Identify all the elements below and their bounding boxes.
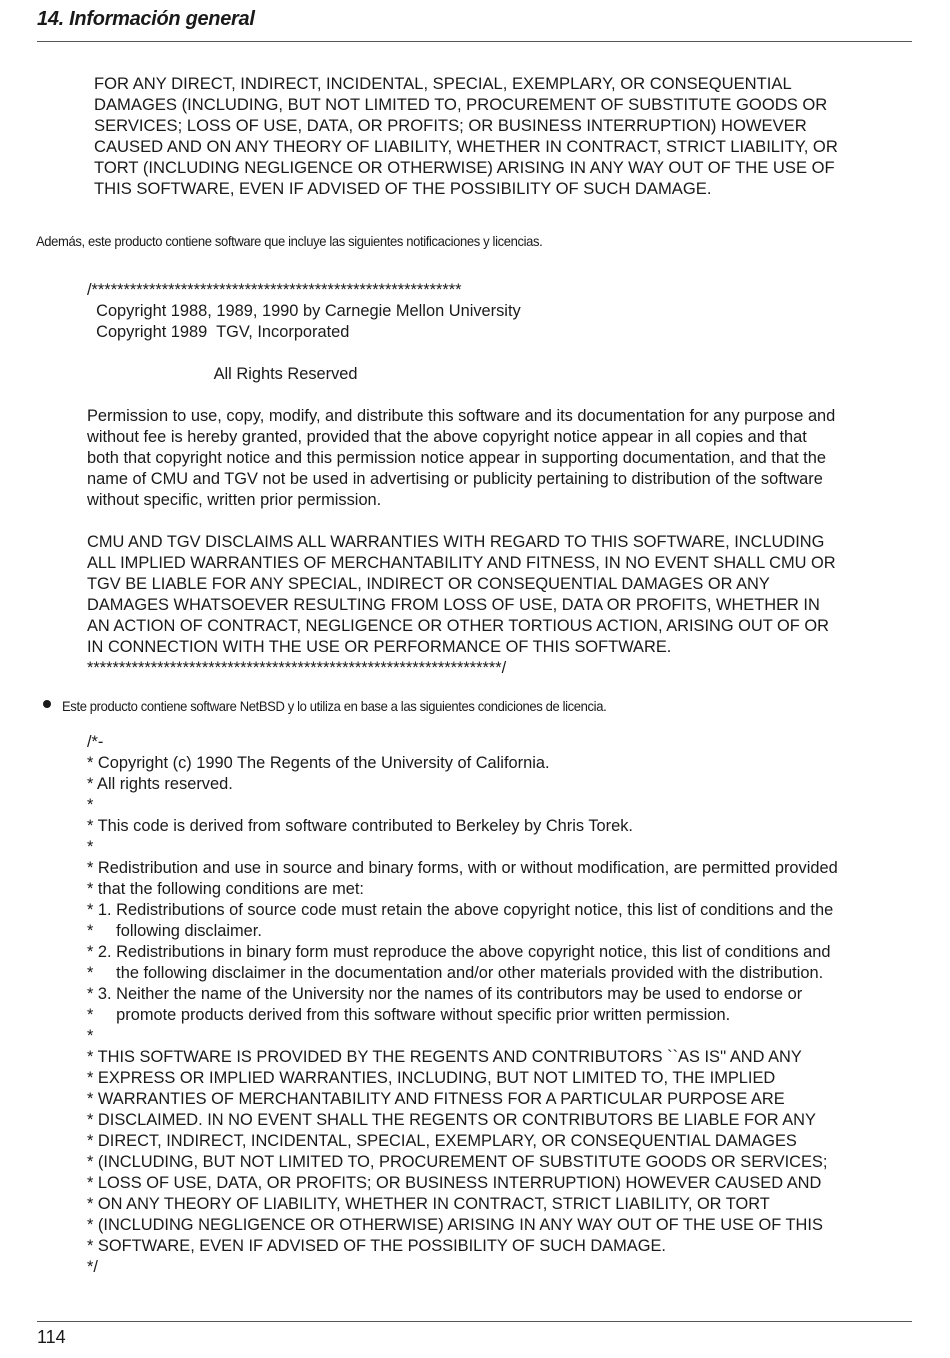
- text-line: Permission to use, copy, modify, and distribute this software and its documentation for any purpose and: [87, 407, 836, 425]
- text-line: CAUSED AND ON ANY THEORY OF LIABILITY, WHETHER IN CONTRACT, STRICT LIABILITY, OR: [94, 137, 838, 156]
- text-line: * 2. Redistributions in binary form must reproduce the above copyright notice, this list of conditions and: [87, 943, 831, 961]
- text-line: * LOSS OF USE, DATA, OR PROFITS; OR BUSINESS INTERRUPTION) HOWEVER CAUSED AND: [87, 1174, 822, 1192]
- text-line: ALL IMPLIED WARRANTIES OF MERCHANTABILITY AND FITNESS, IN NO EVENT SHALL CMU OR: [87, 554, 836, 572]
- text-line: * 1. Redistributions of source code must retain the above copyright notice, this list of conditions and the: [87, 901, 834, 919]
- intro-note: Además, este producto contiene software que incluye las siguientes notificaciones y licencias.: [36, 233, 543, 249]
- text-line: DAMAGES WHATSOEVER RESULTING FROM LOSS OF USE, DATA OR PROFITS, WHETHER IN: [87, 596, 820, 614]
- text-line: [87, 511, 836, 532]
- text-line: CMU AND TGV DISCLAIMS ALL WARRANTIES WITH REGARD TO THIS SOFTWARE, INCLUDING: [87, 533, 825, 551]
- text-line: /*-: [87, 733, 104, 751]
- bullet-icon: [43, 700, 51, 708]
- text-line: [87, 385, 836, 406]
- text-line: * (INCLUDING NEGLIGENCE OR OTHERWISE) ARISING IN ANY WAY OUT OF THE USE OF THIS: [87, 1216, 823, 1234]
- text-line: * WARRANTIES OF MERCHANTABILITY AND FITNESS FOR A PARTICULAR PURPOSE ARE: [87, 1090, 785, 1108]
- footer-divider: [37, 1321, 912, 1322]
- text-line: * ON ANY THEORY OF LIABILITY, WHETHER IN CONTRACT, STRICT LIABILITY, OR TORT: [87, 1195, 770, 1213]
- text-line: without specific, written prior permission.: [87, 491, 382, 509]
- text-line: *: [87, 838, 94, 856]
- page-title: 14. Información general: [37, 8, 255, 30]
- text-line: All Rights Reserved: [87, 365, 358, 383]
- text-line: THIS SOFTWARE, EVEN IF ADVISED OF THE POSSIBILITY OF SUCH DAMAGE.: [94, 179, 712, 198]
- netbsd-note: Este producto contiene software NetBSD y lo utiliza en base a las siguientes condiciones de licencia.: [62, 698, 607, 714]
- text-line: * Redistribution and use in source and binary forms, with or without modification, are permitted provided: [87, 859, 838, 877]
- text-line: AN ACTION OF CONTRACT, NEGLIGENCE OR OTHER TORTIOUS ACTION, ARISING OUT OF OR: [87, 617, 829, 635]
- text-line: * DIRECT, INDIRECT, INCIDENTAL, SPECIAL, EXEMPLARY, OR CONSEQUENTIAL DAMAGES: [87, 1132, 797, 1150]
- header-divider: [37, 41, 912, 42]
- text-line: * the following disclaimer in the documentation and/or other materials provided with the distribution.: [87, 964, 824, 982]
- text-line: * DISCLAIMED. IN NO EVENT SHALL THE REGENTS OR CONTRIBUTORS BE LIABLE FOR ANY: [87, 1111, 816, 1129]
- text-line: name of CMU and TGV not be used in advertising or publicity pertaining to distribution of the software: [87, 470, 823, 488]
- text-line: * THIS SOFTWARE IS PROVIDED BY THE REGENTS AND CONTRIBUTORS ``AS IS'' AND ANY: [87, 1048, 802, 1066]
- text-line: * promote products derived from this software without specific prior written permission.: [87, 1006, 731, 1024]
- text-line: *****************************************************************/: [87, 659, 507, 677]
- cmu-license-block: [87, 280, 836, 679]
- text-line: TORT (INCLUDING NEGLIGENCE OR OTHERWISE) ARISING IN ANY WAY OUT OF THE USE OF: [94, 158, 835, 177]
- text-line: */: [87, 1258, 98, 1276]
- text-line: Copyright 1989 TGV, Incorporated: [87, 323, 350, 341]
- text-line: * that the following conditions are met:: [87, 880, 364, 898]
- text-line: * 3. Neither the name of the University nor the names of its contributors may be used to endorse or: [87, 985, 803, 1003]
- netbsd-license-block: [87, 732, 838, 1278]
- text-line: * following disclaimer.: [87, 922, 262, 940]
- text-line: * SOFTWARE, EVEN IF ADVISED OF THE POSSIBILITY OF SUCH DAMAGE.: [87, 1237, 666, 1255]
- text-line: without fee is hereby granted, provided that the above copyright notice appear in all copies and that: [87, 428, 807, 446]
- text-line: * Copyright (c) 1990 The Regents of the University of California.: [87, 754, 550, 772]
- text-line: FOR ANY DIRECT, INDIRECT, INCIDENTAL, SPECIAL, EXEMPLARY, OR CONSEQUENTIAL: [94, 74, 792, 93]
- text-line: *: [87, 1027, 94, 1045]
- disclaimer-tail-block: [94, 73, 838, 199]
- text-line: both that copyright notice and this permission notice appear in supporting documentation, and that the: [87, 449, 826, 467]
- text-line: Copyright 1988, 1989, 1990 by Carnegie Mellon University: [87, 302, 521, 320]
- text-line: * All rights reserved.: [87, 775, 233, 793]
- text-line: SERVICES; LOSS OF USE, DATA, OR PROFITS; OR BUSINESS INTERRUPTION) HOWEVER: [94, 116, 807, 135]
- text-line: * This code is derived from software contributed to Berkeley by Chris Torek.: [87, 817, 633, 835]
- page-number: 114: [37, 1327, 66, 1347]
- text-line: *: [87, 796, 94, 814]
- text-line: [87, 343, 836, 364]
- text-line: TGV BE LIABLE FOR ANY SPECIAL, INDIRECT OR CONSEQUENTIAL DAMAGES OR ANY: [87, 575, 770, 593]
- text-line: * (INCLUDING, BUT NOT LIMITED TO, PROCUREMENT OF SUBSTITUTE GOODS OR SERVICES;: [87, 1153, 828, 1171]
- text-line: DAMAGES (INCLUDING, BUT NOT LIMITED TO, PROCUREMENT OF SUBSTITUTE GOODS OR: [94, 95, 828, 114]
- text-line: /**********************************************************: [87, 281, 462, 299]
- text-line: * EXPRESS OR IMPLIED WARRANTIES, INCLUDING, BUT NOT LIMITED TO, THE IMPLIED: [87, 1069, 776, 1087]
- text-line: IN CONNECTION WITH THE USE OR PERFORMANCE OF THIS SOFTWARE.: [87, 638, 672, 656]
